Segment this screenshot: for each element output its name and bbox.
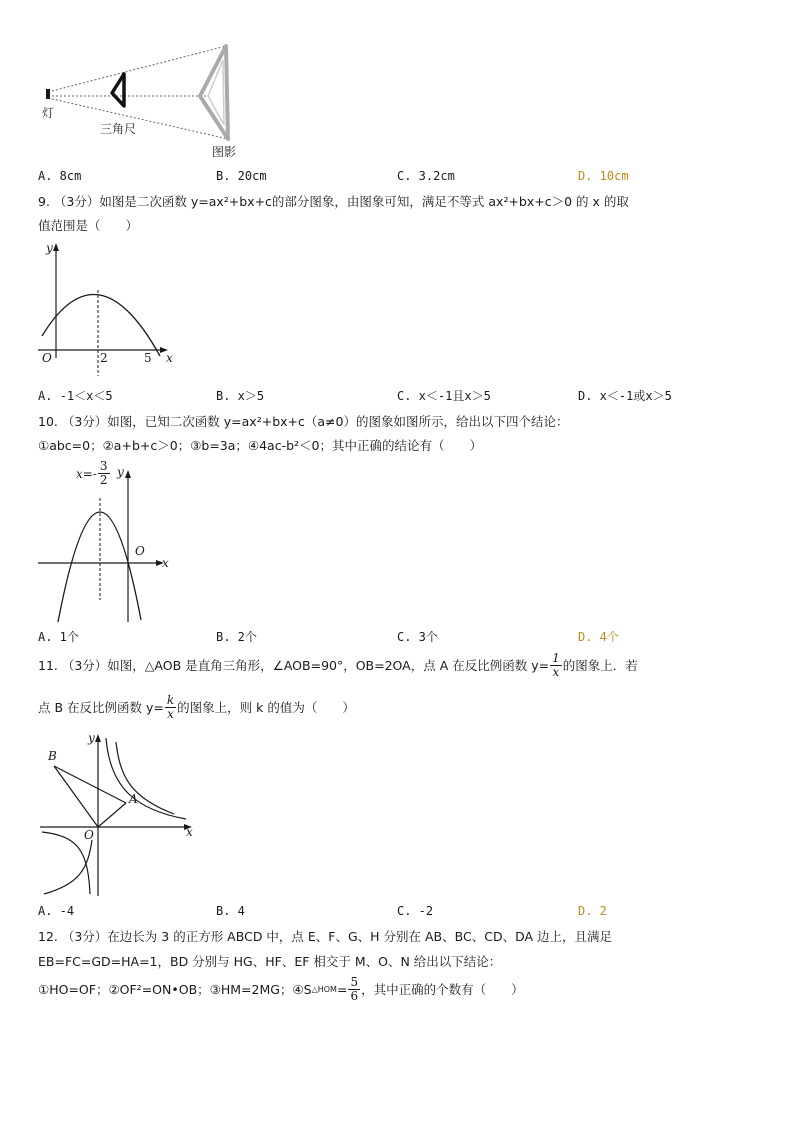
q11-segment-oa bbox=[98, 803, 126, 827]
q10-axis-den: 2 bbox=[99, 473, 108, 487]
q11-segment-ob bbox=[54, 766, 98, 827]
q11-option-a[interactable]: A. -4 bbox=[38, 904, 75, 918]
q9-option-b[interactable]: B. x＞5 bbox=[216, 389, 265, 403]
q10-y-arrow bbox=[125, 470, 131, 478]
q10-axis-prefix: x=- bbox=[76, 467, 97, 481]
q11-line1-a: 11. （3分）如图，△AOB 是直角三角形，∠AOB=90°，OB=2OA，点 A 在反比例函数 y= bbox=[38, 657, 550, 673]
q12-line3-den: 6 bbox=[350, 989, 359, 1003]
q9-graph bbox=[36, 240, 176, 378]
q9-y-arrow bbox=[53, 243, 59, 251]
q12-stem-line2: EB=FC=GD=HA=1，BD 分别与 HG、HF、EF 相交于 M、O、N 给出以下结论： bbox=[38, 954, 502, 969]
lamp-label: 灯 bbox=[42, 106, 55, 120]
q9-option-d[interactable]: D. x＜-1或x＞5 bbox=[578, 389, 672, 403]
q11-segment-ab bbox=[54, 766, 126, 803]
q11-x-label: x bbox=[186, 825, 193, 839]
q11-stem-line1 bbox=[38, 652, 638, 679]
q11-line1-b: 的图象上．若 bbox=[562, 657, 638, 673]
light-ray-top bbox=[48, 46, 226, 92]
q12-line3-num: 5 bbox=[350, 975, 359, 989]
q10-stem-line1: 10. （3分）如图，已知二次函数 y=ax²+bx+c（a≠0）的图象如图所示，给出以下四个结论： bbox=[38, 414, 569, 429]
q8-option-c[interactable]: C. 3.2cm bbox=[397, 169, 455, 183]
q12-stem-line1: 12. （3分）在边长为 3 的正方形 ABCD 中，点 E、F、G、H 分别在 AB、BC、CD、DA 边上，且满足 bbox=[38, 929, 613, 944]
q9-stem-line2: 值范围是（ ） bbox=[38, 218, 139, 233]
q9-x-label: x bbox=[166, 351, 173, 365]
lamp-icon bbox=[46, 89, 50, 99]
q8-option-a[interactable]: A. 8cm bbox=[38, 169, 82, 183]
q10-option-a[interactable]: A. 1个 bbox=[38, 630, 79, 644]
q10-axis-num: 3 bbox=[99, 459, 108, 473]
q12-line3-b: ，其中正确的个数有（ ） bbox=[361, 981, 524, 997]
q12-line3-eq: = bbox=[336, 981, 348, 997]
q9-tick-5: 5 bbox=[144, 351, 152, 365]
triangle-ruler bbox=[112, 74, 124, 106]
q9-y-label: y bbox=[46, 241, 53, 255]
q10-y-label: y bbox=[117, 465, 124, 479]
q9-option-a[interactable]: A. -1＜x＜5 bbox=[38, 389, 113, 403]
q12-line3-a: ①HO=OF；②OF²=ON•OB；③HM=2MG；④S bbox=[38, 981, 312, 997]
q9-stem-line1: 9. （3分）如图是二次函数 y=ax²+bx+c的部分图象，由图象可知，满足不等式 ax²+bx+c＞0 的 x 的取 bbox=[38, 194, 629, 209]
q11-y-arrow bbox=[95, 734, 101, 742]
q8-figure bbox=[38, 40, 258, 165]
q11-line1-num: 1 bbox=[552, 651, 560, 665]
q11-point-b-label: B bbox=[48, 749, 57, 763]
q11-line2-num: k bbox=[166, 693, 175, 707]
q9-option-c[interactable]: C. x＜-1且x＞5 bbox=[397, 389, 491, 403]
q10-axis-equation bbox=[76, 460, 111, 487]
q9-parabola bbox=[42, 295, 160, 356]
q12-line3-sub: △HOM bbox=[311, 984, 337, 994]
q11-line2-b: 的图象上，则 k 的值为（ ） bbox=[177, 699, 355, 715]
q11-origin-label: O bbox=[84, 828, 94, 842]
q8-option-b[interactable]: B. 20cm bbox=[216, 169, 267, 183]
q10-x-label: x bbox=[162, 556, 169, 570]
shadow-label: 图影 bbox=[212, 145, 237, 159]
q11-point-a-label: A bbox=[129, 792, 138, 806]
q11-option-b[interactable]: B. 4 bbox=[216, 904, 245, 918]
q9-origin-label: O bbox=[42, 351, 52, 365]
q8-option-d[interactable]: D. 10cm bbox=[578, 169, 629, 183]
q10-origin-label: O bbox=[135, 544, 145, 558]
q11-stem-line2 bbox=[38, 694, 355, 721]
ruler-label: 三角尺 bbox=[100, 122, 137, 136]
q10-stem-line2: ①abc=0；②a+b+c＞0；③b=3a；④4ac-b²＜0；其中正确的结论有（ ） bbox=[38, 438, 483, 453]
q10-graph bbox=[34, 458, 184, 624]
q11-y-label: y bbox=[88, 731, 95, 745]
q10-option-b[interactable]: B. 2个 bbox=[216, 630, 257, 644]
q11-hyperbola-upper-outer bbox=[106, 738, 186, 819]
q11-graph bbox=[36, 728, 201, 898]
q10-option-c[interactable]: C. 3个 bbox=[397, 630, 438, 644]
q11-line1-den: x bbox=[552, 665, 560, 679]
q11-hyperbola-upper-inner bbox=[116, 742, 174, 814]
q9-tick-2: 2 bbox=[100, 351, 108, 365]
light-ray-bottom bbox=[48, 98, 228, 139]
q11-option-d[interactable]: D. 2 bbox=[578, 904, 607, 918]
q11-line2-a: 点 B 在反比例函数 y= bbox=[38, 699, 164, 715]
q10-option-d[interactable]: D. 4个 bbox=[578, 630, 619, 644]
q11-option-c[interactable]: C. -2 bbox=[397, 904, 434, 918]
q11-hyperbola-lower bbox=[44, 840, 92, 894]
q11-line2-den: x bbox=[167, 707, 174, 721]
q12-stem-line3 bbox=[38, 976, 524, 1003]
